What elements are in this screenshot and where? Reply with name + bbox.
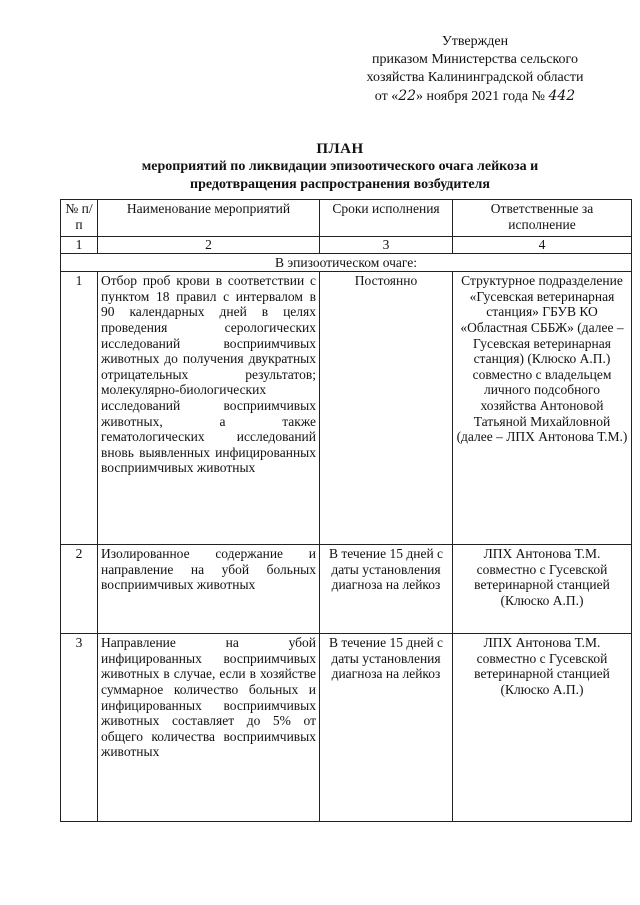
approval-date-line [340, 87, 610, 106]
row-term: В течение 15 дней с даты установления диагноза на лейкоз [320, 634, 453, 822]
row-term: Постоянно [320, 272, 453, 545]
row-activity: Направление на убой инфицированных восприимчивых животных в случае, если в хозяйстве суммарное количество больных и инфицированных восприимчивых животных составляет до 5% от общего количества восприимчивых животных [98, 634, 320, 822]
row-number: 2 [61, 545, 98, 634]
header-responsible: Ответственные за исполнение [453, 200, 632, 237]
column-numbers-row [61, 237, 632, 254]
row-activity: Изолированное содержание и направление на убой больных восприимчивых животных [98, 545, 320, 634]
table-header-row [61, 200, 632, 237]
approval-order-number: 442 [548, 88, 576, 104]
column-number: 3 [320, 237, 453, 254]
header-activity: Наименование мероприятий [98, 200, 320, 237]
title-line-1: мероприятий по ликвидации эпизоотического очага лейкоза и [141, 159, 539, 174]
table-row [61, 272, 632, 545]
approval-date-middle: » ноября 2021 года № [416, 89, 545, 104]
section-title: В эпизоотическом очаге: [61, 253, 632, 272]
approval-line-2: приказом Министерства сельского [372, 52, 578, 67]
row-activity: Отбор проб крови в соответствии с пунктом 18 правил с интервалом в 90 календарных дней в целях проведения серологических исследований восприимчивых животных до получения двукратных отрицательных результатов; молекулярно-биологических исследований восприимчивых животных, а также гематологических исследований вновь выявленных инфицированных восприимчивых животных [98, 272, 320, 545]
approval-line-3: хозяйства Калининградской области [366, 70, 584, 85]
row-responsible: Структурное подразделение «Гусевская ветеринарная станция» ГБУВ КО «Областная СББЖ» (далее – Гусевская ветеринарная станция) (Клюско А.П.) совместно с владельцем личного подсобного хозяйства Антоновой Татьяной Михайловной (далее – ЛПХ Антонова Т.М.) [453, 272, 632, 545]
row-responsible: ЛПХ Антонова Т.М. совместно с Гусевской ветеринарной станцией (Клюско А.П.) [453, 634, 632, 822]
title-main: ПЛАН [316, 141, 364, 157]
column-number: 2 [98, 237, 320, 254]
table-row [61, 545, 632, 634]
approval-block [340, 33, 610, 106]
header-number: № п/п [61, 200, 98, 237]
plan-table [60, 199, 632, 822]
section-row [61, 253, 632, 272]
approval-date-day: 22 [398, 88, 417, 104]
row-responsible: ЛПХ Антонова Т.М. совместно с Гусевской ветеринарной станцией (Клюско А.П.) [453, 545, 632, 634]
approval-line-1: Утвержден [441, 34, 509, 49]
table-row [61, 634, 632, 822]
title-line-2: предотвращения распространения возбудителя [190, 177, 490, 192]
row-number: 3 [61, 634, 98, 822]
row-number: 1 [61, 272, 98, 545]
column-number: 4 [453, 237, 632, 254]
row-term: В течение 15 дней с даты установления диагноза на лейкоз [320, 545, 453, 634]
document-title [60, 140, 620, 194]
column-number: 1 [61, 237, 98, 254]
header-term: Сроки исполнения [320, 200, 453, 237]
approval-date-prefix: от « [374, 89, 399, 104]
